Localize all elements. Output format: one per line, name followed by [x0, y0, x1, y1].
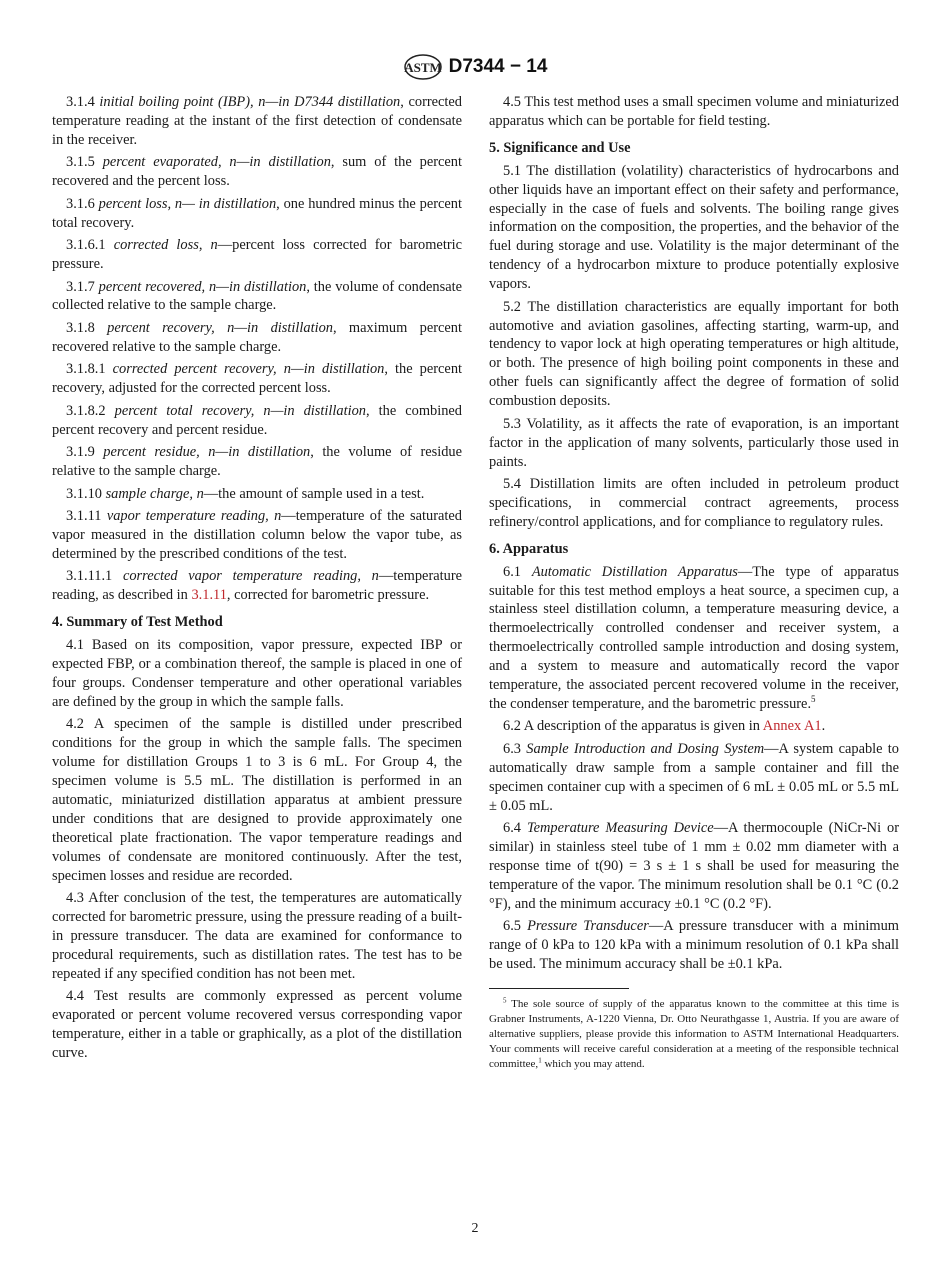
paragraph — [489, 740, 899, 816]
astm-logo-icon — [403, 52, 443, 82]
text: 3.1.11 — [66, 508, 107, 525]
text: , sum of the percent recovered and the percent loss. — [52, 154, 462, 190]
text: —A system capable to automatically draw sample from a sample container and fill the specimen container cup with a specimen of 6 mL ± 0.05 mL or 5.5 mL ± 0.05 mL. — [489, 740, 900, 814]
paragraph — [489, 717, 899, 736]
cross-reference-link[interactable]: Annex A1 — [762, 718, 822, 735]
text: 4.4 Test results are commonly expressed as percent volume evaporated or percent volume recovered versus corresponding vapor temperature, either in a table or graphically, as a plot of the distillation curve. — [52, 988, 462, 1061]
text: 3.1.6.1 — [66, 237, 114, 254]
text: 3.1.10 — [66, 485, 106, 502]
paragraph — [489, 563, 899, 714]
paragraph — [489, 415, 899, 472]
term: percent evaporated, n—in distillation — [102, 154, 331, 171]
text: 5.3 Volatility, as it affects the rate of evaporation, is an important factor in the application of many solvents, particularly those used in paints. — [489, 415, 899, 470]
paragraph — [52, 987, 462, 1063]
paragraph — [52, 567, 462, 605]
text: —A thermocouple (NiCr-Ni or similar) in stainless steel tube of 1 mm ± 0.02 mm diameter with a response time of t(90) = 3 s ± 1 s shall be used for measuring the temperature of the vapor. The minimum resolution shall be 0.1 °C (0.2 °F), and the minimum accuracy ±0.1 °C (0.2 °F). — [489, 820, 899, 912]
term: percent residue, n—in distillation — [103, 444, 311, 461]
text: , the combined percent recovery and percent residue. — [52, 402, 463, 438]
text: 4.3 After conclusion of the test, the temperatures are automatically corrected for barometric pressure, using the pressure reading of a built-in pressure transducer. The data are examined for conformance to procedural requirements, such as distillation rates. The test has to be repeated if any specified condition has not been met. — [52, 890, 462, 982]
cross-reference-link[interactable]: 3.1.11 — [191, 587, 227, 604]
page-header — [0, 52, 950, 82]
text: —The type of apparatus suitable for this test method employs a heat source, a specimen cup, a stainless steel distillation column, a temperature measuring device, a thermoelectrically controlled condenser and receiver system, a thermoelectrically controlled sample introduction and dosing system, and a system to measure and automatically record the vapor temperature, the associated percent recovered volume in the receiver, the condenser temperature, and the barometric pressure. — [489, 563, 899, 712]
paragraph — [52, 485, 462, 504]
footnote-ref: 5 — [811, 694, 816, 705]
term: initial boiling point (IBP), n—in D7344 distillation — [99, 94, 401, 110]
svg-text:ASTM: ASTM — [403, 60, 442, 75]
term: Automatic Distillation Apparatus — [531, 563, 738, 580]
paragraph — [52, 93, 462, 150]
text: 6.3 — [503, 740, 527, 757]
text: 4.1 Based on its composition, vapor pressure, expected IBP or expected FBP, or a combination thereof, the sample is placed in one of four groups. Condenser temperature and other operational variables are defined by the group in which the sample falls. — [52, 637, 462, 710]
paragraph — [52, 360, 462, 398]
term: percent loss, n— in distillation — [98, 195, 277, 212]
text: , one hundred minus the percent total recovery. — [52, 195, 462, 231]
page-number: 2 — [471, 1221, 479, 1236]
text: 3.1.7 — [66, 278, 99, 295]
text: 4.5 This test method uses a small specimen volume and miniaturized apparatus which can be portable for field testing. — [489, 94, 899, 129]
term: percent recovered, n—in distillation — [98, 278, 307, 295]
text: 3.1.8.1 — [66, 361, 113, 378]
paragraph — [52, 153, 462, 191]
text: 3.1.9 — [66, 444, 104, 461]
text: , the volume of condensate collected relative to the sample charge. — [52, 278, 462, 314]
term: corrected vapor temperature reading, n — [122, 568, 379, 585]
term: percent total recovery, n—in distillation — [114, 402, 366, 419]
text: —percent loss corrected for barometric pressure. — [52, 237, 462, 273]
term: corrected loss, n — [113, 237, 218, 254]
text: , corrected temperature reading at the instant of the first detection of condensate in the receiver. — [52, 94, 463, 148]
paragraph — [489, 298, 899, 411]
term: vapor temperature reading, n — [106, 508, 282, 525]
paragraph — [52, 889, 462, 984]
paragraph — [489, 819, 899, 914]
paragraph — [52, 507, 462, 564]
text: 6.2 A description of the apparatus is given in — [503, 718, 763, 735]
footnote-ref: 1 — [538, 1056, 542, 1065]
text: 4.2 A specimen of the sample is distilled under prescribed conditions for the group in which the sample falls. The specimen volume for distillation Groups 1 to 3 is 6 mL. For Group 4, the specimen volume is 5.5 mL. The distillation is performed in an automatic, miniaturized distillation apparatus at ambient pressure under conditions that are designed to provide approximately one theoretical plate fractionation. The vapor temperature readings and volumes of condensate are monitored continuously. After the test, specimen losses and residue are recorded. — [52, 716, 462, 884]
footnote-divider — [489, 988, 629, 989]
section-heading: 5. Significance and Use — [489, 139, 631, 156]
paragraph — [52, 195, 462, 233]
paragraph — [489, 93, 899, 131]
text: —temperature of the saturated vapor measured in the distillation column below the vapor tube, as determined by the prescribed conditions of the test. — [52, 508, 462, 562]
left-column — [52, 93, 462, 1066]
text: , maximum percent recovered relative to the sample charge. — [52, 319, 462, 355]
text: 6.5 — [503, 918, 528, 935]
paragraph — [52, 278, 462, 316]
text: , corrected for barometric pressure. — [226, 587, 430, 604]
text: 3.1.8 — [66, 319, 108, 336]
term: Sample Introduction and Dosing System — [526, 740, 765, 757]
text: 3.1.8.2 — [66, 402, 115, 419]
paragraph — [489, 475, 899, 532]
text: —the amount of sample used in a test. — [203, 485, 425, 502]
text: 5.4 Distillation limits are often included in petroleum product specifications, in commercial contract agreements, process refinery/control applications, and for compliance to regulatory rules. — [489, 476, 899, 530]
paragraph — [52, 636, 462, 712]
text: 3.1.4 — [66, 94, 100, 110]
term: percent recovery, n—in distillation — [107, 319, 333, 336]
paragraph — [52, 715, 462, 885]
text: , the percent recovery, adjusted for the corrected percent loss. — [52, 361, 463, 397]
section-heading: 4. Summary of Test Method — [52, 614, 223, 631]
footnote-ref: 5 — [503, 996, 507, 1005]
term: Pressure Transducer — [527, 918, 649, 935]
paragraph — [52, 236, 462, 274]
text: . — [821, 718, 826, 735]
text: —A pressure transducer with a minimum range of 0 kPa to 120 kPa with a minimum resolution of 0.1 kPa shall be used. The minimum accuracy shall be ±0.1 kPa. — [489, 918, 899, 973]
text: 6.4 — [503, 820, 527, 837]
text: 5.2 The distillation characteristics are equally important for both automotive and aviation gasolines, affecting starting, warm-up, and tendency to vapor lock at high operating temperatures or high altitude, or both. The presence of high boiling point components in these and other fuels can significantly affect the degree of formation of solid combustion deposits. — [489, 298, 899, 410]
footnote — [489, 997, 899, 1072]
text: 3.1.6 — [66, 195, 99, 212]
paragraph — [52, 443, 462, 481]
paragraph — [489, 917, 899, 974]
text: 6.1 — [503, 563, 532, 580]
text: 3.1.5 — [66, 154, 103, 171]
text: which you may attend. — [541, 1058, 645, 1071]
text: —temperature reading, as described in — [52, 568, 462, 604]
paragraph — [489, 162, 899, 294]
term: Temperature Measuring Device — [526, 820, 714, 837]
text: 5.1 The distillation (volatility) characteristics of hydrocarbons and other liquids have an important effect on their safety and performance, especially in the case of fuels and solvents. The boiling range gives information on the composition, the properties, and the behavior of the fuel during storage and use. Volatility is the major determinant of the tendency of a hydrocarbon mixture to produce potentially explosive vapors. — [489, 162, 899, 293]
text: , the volume of residue relative to the sample charge. — [52, 444, 462, 480]
term: sample charge, n — [105, 485, 204, 502]
paragraph — [52, 319, 462, 357]
term: corrected percent recovery, n—in distillation — [112, 361, 385, 378]
right-column — [489, 93, 899, 1072]
text: The sole source of supply of the apparatus known to the committee at this time is Grabner Instruments, A-1220 Vienna, Dr. Otto Neurathgasse 1, Austria. If you are aware of alternative suppliers, please provide this information to ASTM International Headquarters. Your comments will receive careful consideration at a meeting of the responsible technical committee, — [489, 998, 899, 1071]
section-heading: 6. Apparatus — [489, 540, 569, 557]
text: 3.1.11.1 — [66, 568, 123, 585]
document-id: D7344 − 14 — [448, 56, 548, 77]
paragraph — [52, 402, 462, 440]
